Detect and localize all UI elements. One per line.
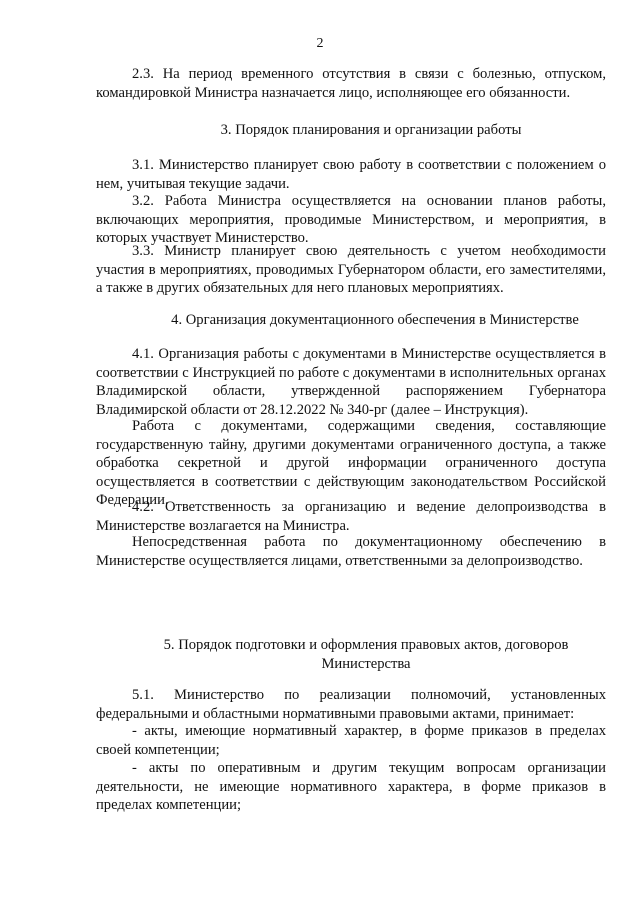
paragraph-4-2: 4.2. Ответственность за организацию и ведение делопроизводства в Министерстве возлагается на Министра. (96, 499, 606, 534)
paragraph-5-1-operative-acts: - акты по оперативным и другим текущим вопросам организации деятельности, не имеющие нормативного характера, в форме приказов в пределах компетенции; (96, 760, 606, 814)
paragraph-5-1-normative-acts: - акты, имеющие нормативный характер, в форме приказов в пределах своей компетенции; (96, 723, 606, 758)
section-5-title (96, 636, 636, 673)
section-5-title-line1: 5. Порядок подготовки и оформления правовых актов, договоров (163, 637, 569, 653)
paragraph-3-2: 3.2. Работа Министра осуществляется на основании планов работы, включающих мероприятия, проводимые Министерством, и мероприятия, в которых участвует Министерство. (96, 193, 606, 247)
paragraph-3-3: 3.3. Министр планирует свою деятельность с учетом необходимости участия в мероприятиях, проводимых Губернатором области, его заместителями, а также в других обязательных для него плановых мероприятиях. (96, 243, 606, 297)
paragraph-4-2-responsible: Непосредственная работа по документационному обеспечению в Министерстве осуществляется лицами, ответственными за делопроизводство. (96, 534, 606, 569)
paragraph-2-3: 2.3. На период временного отсутствия в связи с болезнью, отпуском, командировкой Министра назначается лицо, исполняющее его обязанности. (96, 66, 606, 101)
section-5-title-line2: Министерства (321, 655, 411, 672)
paragraph-5-1: 5.1. Министерство по реализации полномочий, установленных федеральными и областными нормативными правовыми актами, принимает: (96, 687, 606, 722)
paragraph-4-1: 4.1. Организация работы с документами в Министерстве осуществляется в соответствии с Инструкцией по работе с документами в исполнительных органах Владимирской области, утвержденной распоряжением Губернатора Владимирской области от 28.12.2022 № 340-рг (далее – Инструкция). (96, 346, 606, 418)
page-number: 2 (316, 36, 324, 51)
paragraph-4-1-secret-docs: Работа с документами, содержащими сведения, составляющие государственную тайну, другими документами ограниченного доступа, а также обработка секретной и другой информации ограниченного доступа осуществляется в соответствии с действующим законодательством Российской Федерации. (96, 418, 606, 509)
section-4-title: 4. Организация документационного обеспечения в Министерстве (171, 312, 579, 328)
section-3-title: 3. Порядок планирования и организации работы (220, 122, 522, 138)
paragraph-3-1: 3.1. Министерство планирует свою работу в соответствии с положением о нем, учитывая текущие задачи. (96, 157, 606, 192)
